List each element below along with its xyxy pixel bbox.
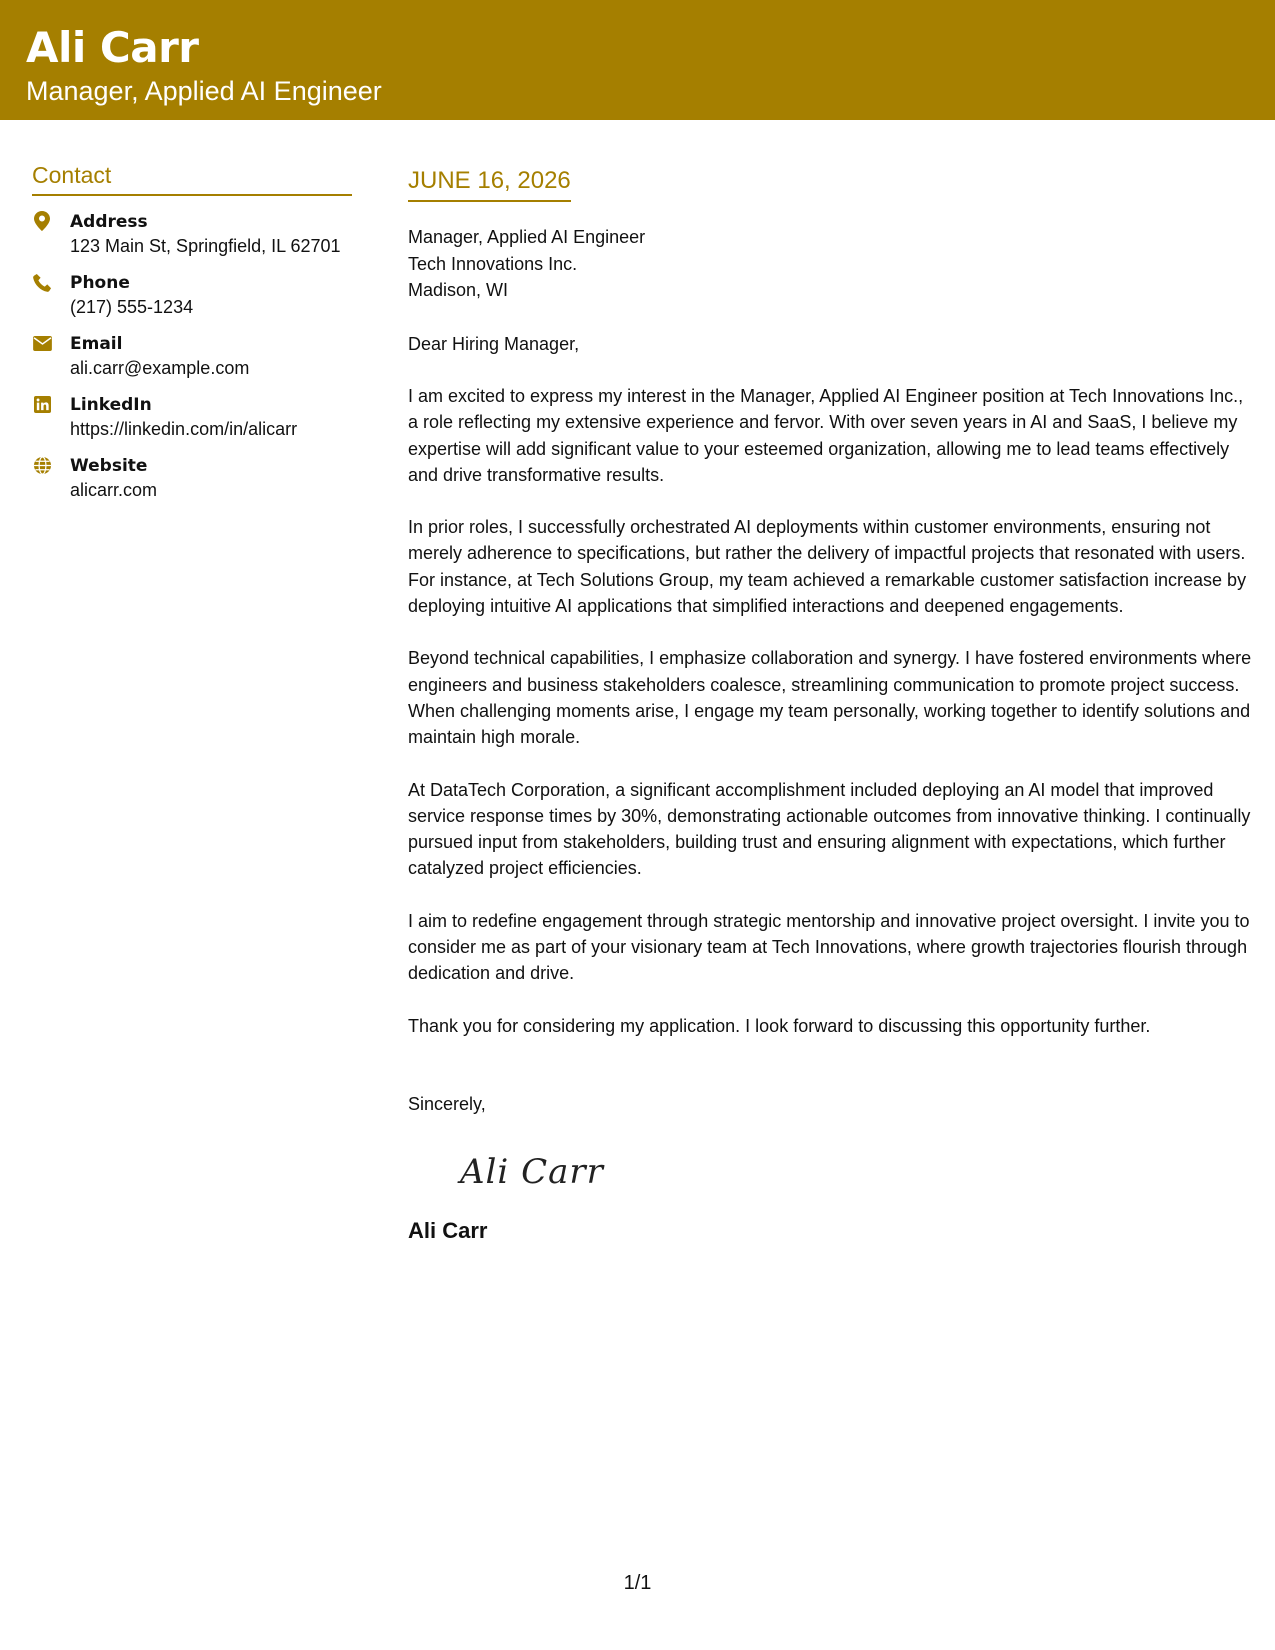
contact-label: LinkedIn	[70, 395, 152, 415]
salutation: Dear Hiring Manager,	[408, 333, 580, 354]
contact-value[interactable]: (217) 555-1234	[70, 297, 194, 317]
phone-icon	[32, 272, 52, 292]
letter-paragraph: At DataTech Corporation, a significant accomplishment included deploying an AI model that improved service response times by 30%, demonstrating actionable outcomes from innovative thinking. I continually pursued input from stakeholders, building trust and ensuring alignment with expectations, which further catalyzed project efficiencies.	[408, 779, 1251, 879]
contact-value[interactable]: https://linkedin.com/in/alicarr	[70, 419, 298, 439]
header-banner	[0, 0, 1275, 120]
applicant-title: Manager, Applied AI Engineer	[26, 76, 382, 106]
recipient-line: Tech Innovations Inc.	[408, 253, 578, 274]
map-pin-icon	[32, 211, 52, 231]
letter-date: JUNE 16, 2026	[408, 166, 571, 202]
contact-value[interactable]: ali.carr@example.com	[70, 358, 250, 378]
letter-paragraph: In prior roles, I successfully orchestrated AI deployments within customer environments, ensuring not merely adherence to specifications, but rather the delivery of impactful projects that resonated with users. For instance, at Tech Solutions Group, my team achieved a remarkable customer satisfaction increase by deploying intuitive AI applications that simplified interactions and deepened engagements.	[408, 517, 1247, 617]
linkedin-icon	[32, 394, 52, 414]
recipient-line: Manager, Applied AI Engineer	[408, 227, 646, 247]
recipient-line: Madison, WI	[408, 280, 509, 300]
closing: Sincerely,	[408, 1093, 486, 1114]
applicant-name: Ali Carr	[26, 23, 199, 72]
globe-icon	[32, 455, 52, 475]
contact-heading: Contact	[32, 160, 352, 196]
letter-body	[408, 166, 1253, 1245]
contact-label: Email	[70, 334, 123, 354]
letter-paragraph: Thank you for considering my application. I look forward to discussing this opportunity further.	[408, 1015, 1151, 1036]
contact-value[interactable]: alicarr.com	[70, 480, 158, 500]
letter-paragraph: Beyond technical capabilities, I emphasize collaboration and synergy. I have fostered environments where engineers and business stakeholders coalesce, streamlining communication to promote project success. When challenging moments arise, I engage my team personally, working together to identify solutions and maintain high morale.	[408, 648, 1252, 748]
recipient-block	[408, 224, 1253, 304]
contact-email	[32, 332, 352, 381]
contact-linkedin	[32, 393, 352, 442]
contact-phone	[32, 271, 352, 320]
contact-website	[32, 454, 352, 503]
contact-address	[32, 210, 352, 259]
contact-sidebar	[32, 160, 352, 515]
contact-label: Address	[70, 212, 148, 232]
signer-name: Ali Carr	[408, 1217, 488, 1243]
contact-label: Website	[70, 456, 148, 476]
page-number: 1/1	[623, 1572, 652, 1594]
contact-value: 123 Main St, Springfield, IL 62701	[70, 236, 341, 256]
contact-label: Phone	[70, 273, 130, 293]
letter-paragraph: I aim to redefine engagement through strategic mentorship and innovative project oversight. I invite you to consider me as part of your visionary team at Tech Innovations, where growth trajectories flourish through dedication and drive.	[408, 910, 1250, 984]
letter-paragraph: I am excited to express my interest in the Manager, Applied AI Engineer position at Tech Innovations Inc., a role reflecting my extensive experience and fervor. With over seven years in AI and SaaS, I believe my expertise will add significant value to your esteemed organization, allowing me to lead teams effectively and drive transformative results.	[408, 386, 1244, 485]
handwritten-signature: Ali Carr	[460, 1151, 604, 1192]
envelope-icon	[32, 333, 52, 353]
